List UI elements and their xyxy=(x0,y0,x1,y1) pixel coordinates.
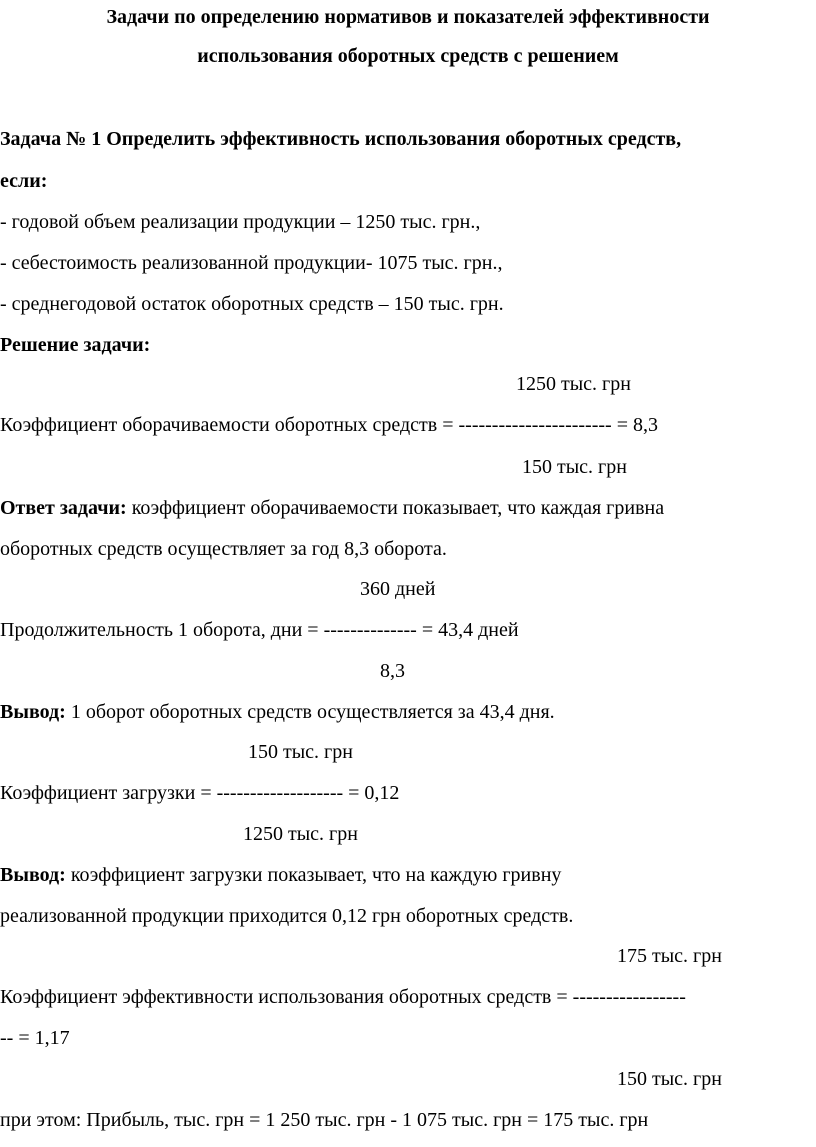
conclusion-2-text-1: коэффициент загрузки показывает, что на каждую гривну xyxy=(65,864,562,886)
conclusion-1-text: 1 оборот оборотных средств осуществляется за 43,4 дня. xyxy=(65,701,555,723)
turnover-denominator: 150 тыс. грн xyxy=(522,456,627,478)
load-numerator: 150 тыс. грн xyxy=(248,741,353,763)
solution-heading-text: Решение задачи: xyxy=(0,334,151,356)
conclusion-2-line-2: реализованной продукции приходится 0,12 грн оборотных средств. xyxy=(0,905,574,927)
task-heading-line-2-text: если: xyxy=(0,170,48,192)
load-denominator: 1250 тыс. грн xyxy=(243,823,358,845)
efficiency-numerator: 175 тыс. грн xyxy=(617,945,722,967)
conclusion-2-label: Вывод: xyxy=(0,864,66,886)
duration-denominator: 8,3 xyxy=(380,660,405,682)
title-line-1 xyxy=(0,7,816,27)
efficiency-denominator: 150 тыс. грн xyxy=(617,1068,722,1090)
answer-line-1 xyxy=(0,498,664,518)
task-heading-line-2 xyxy=(0,171,47,191)
conclusion-1-label: Вывод: xyxy=(0,701,66,723)
title-line-2-text: использования оборотных средств с решением xyxy=(197,45,619,67)
duration-formula: Продолжительность 1 оборота, дни = -------------- = 43,4 дней xyxy=(0,619,519,641)
answer-text-1: коэффициент оборачиваемости показывает, что каждая гривна xyxy=(126,497,665,519)
turnover-formula: Коэффициент оборачиваемости оборотных средств = ----------------------- = 8,3 xyxy=(0,414,658,436)
load-formula: Коэффициент загрузки = ------------------- = 0,12 xyxy=(0,782,400,804)
efficiency-formula-line-2: -- = 1,17 xyxy=(0,1027,70,1049)
title-line-1-text: Задачи по определению нормативов и показателей эффективности xyxy=(106,6,710,28)
answer-line-2: оборотных средств осуществляет за год 8,3 оборота. xyxy=(0,538,447,560)
duration-numerator: 360 дней xyxy=(360,578,436,600)
condition-item: - годовой объем реализации продукции – 1250 тыс. грн., xyxy=(0,211,481,233)
condition-item: - среднегодовой остаток оборотных средств – 150 тыс. грн. xyxy=(0,293,504,315)
condition-item: - себестоимость реализованной продукции- 1075 тыс. грн., xyxy=(0,252,503,274)
efficiency-formula-line-1: Коэффициент эффективности использования оборотных средств = ----------------- xyxy=(0,986,686,1008)
title-line-2 xyxy=(0,46,816,66)
solution-heading xyxy=(0,335,150,355)
turnover-numerator: 1250 тыс. грн xyxy=(516,373,631,395)
conclusion-2-line-1 xyxy=(0,865,561,885)
profit-line: при этом: Прибыль, тыс. грн = 1 250 тыс. грн - 1 075 тыс. грн = 175 тыс. грн xyxy=(0,1109,649,1131)
answer-label: Ответ задачи: xyxy=(0,497,127,519)
conclusion-1 xyxy=(0,702,555,722)
task-heading-line-1 xyxy=(0,129,681,149)
task-heading-line-1-text: Задача № 1 Определить эффективность использования оборотных средств, xyxy=(0,128,682,150)
